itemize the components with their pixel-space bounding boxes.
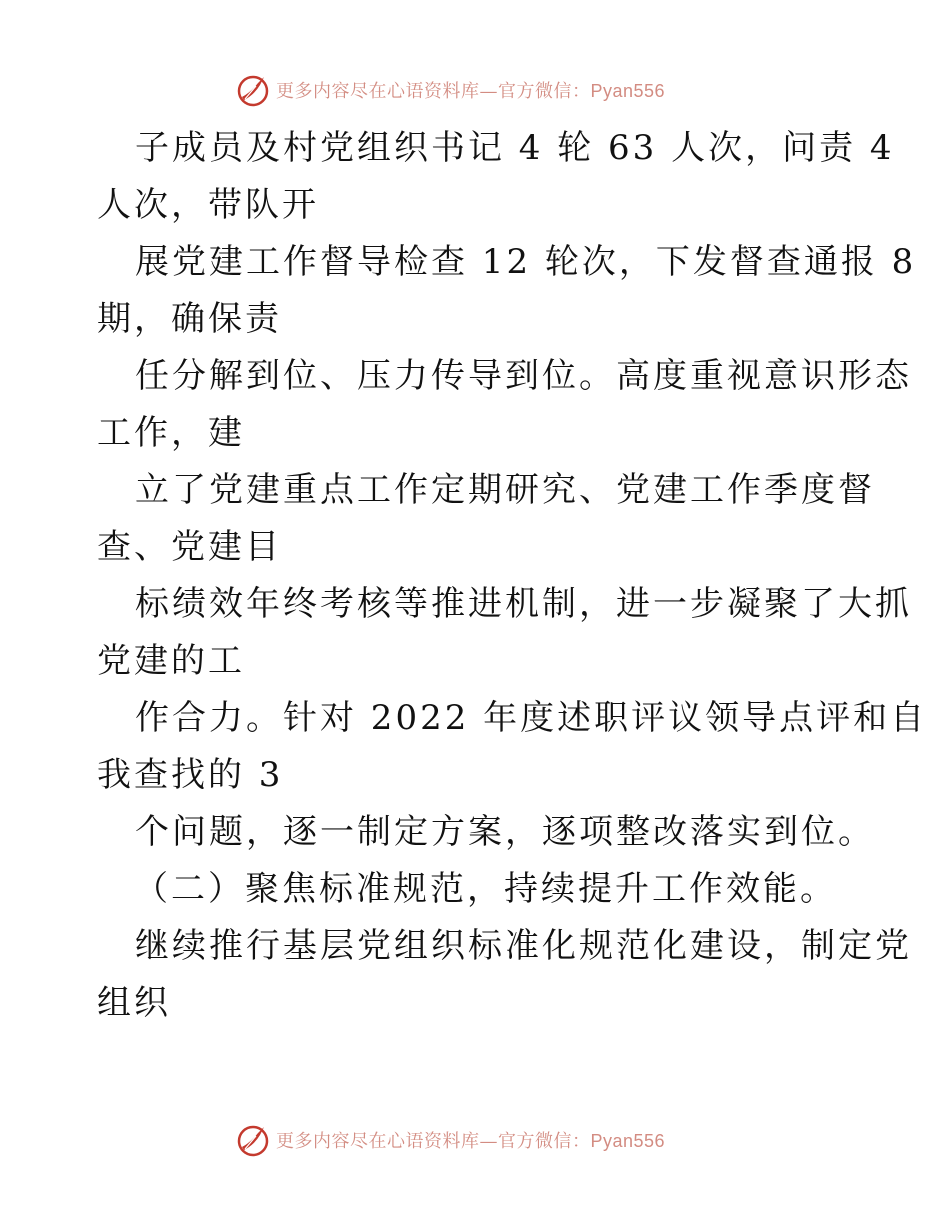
text-line: 个问题，逐一制定方案，逐项整改落实到位。 bbox=[135, 812, 875, 852]
text-line: 立了党建重点工作定期研究、党建工作季度督 bbox=[135, 470, 875, 510]
text-line: 人次，带队开 bbox=[97, 185, 319, 225]
quill-logo-icon bbox=[236, 73, 270, 107]
header-watermark bbox=[0, 70, 950, 110]
text-line: 标绩效年终考核等推进机制，进一步凝聚了大抓 bbox=[135, 584, 912, 624]
text-line: 组织 bbox=[97, 983, 171, 1023]
text-line: 查、党建目 bbox=[97, 527, 282, 567]
quill-logo-icon bbox=[236, 1123, 270, 1157]
footer-watermark bbox=[0, 1120, 950, 1160]
text-line: 展党建工作督导检查 12 轮次，下发督查通报 8 bbox=[135, 242, 917, 282]
text-line: 继续推行基层党组织标准化规范化建设，制定党 bbox=[135, 926, 912, 966]
document-body bbox=[97, 120, 928, 1032]
text-line: 我查找的 3 bbox=[97, 755, 284, 795]
watermark-text: 更多内容尽在心语资料库—官方微信：Pyan556 bbox=[276, 1131, 666, 1152]
section-heading: （二）聚焦标准规范，持续提升工作效能。 bbox=[134, 869, 837, 909]
text-line: 党建的工 bbox=[97, 641, 245, 681]
text-line: 期，确保责 bbox=[97, 299, 282, 339]
text-line: 工作，建 bbox=[97, 413, 245, 453]
text-line: 子成员及村党组织书记 4 轮 63 人次，问责 4 bbox=[135, 128, 895, 168]
text-line: 任分解到位、压力传导到位。高度重视意识形态 bbox=[135, 356, 912, 396]
watermark-text: 更多内容尽在心语资料库—官方微信：Pyan556 bbox=[276, 81, 666, 102]
watermark-handle: Pyan556 bbox=[590, 81, 666, 101]
watermark-handle: Pyan556 bbox=[590, 1131, 666, 1151]
text-line: 作合力。针对 2022 年度述职评议领导点评和自 bbox=[135, 698, 928, 738]
